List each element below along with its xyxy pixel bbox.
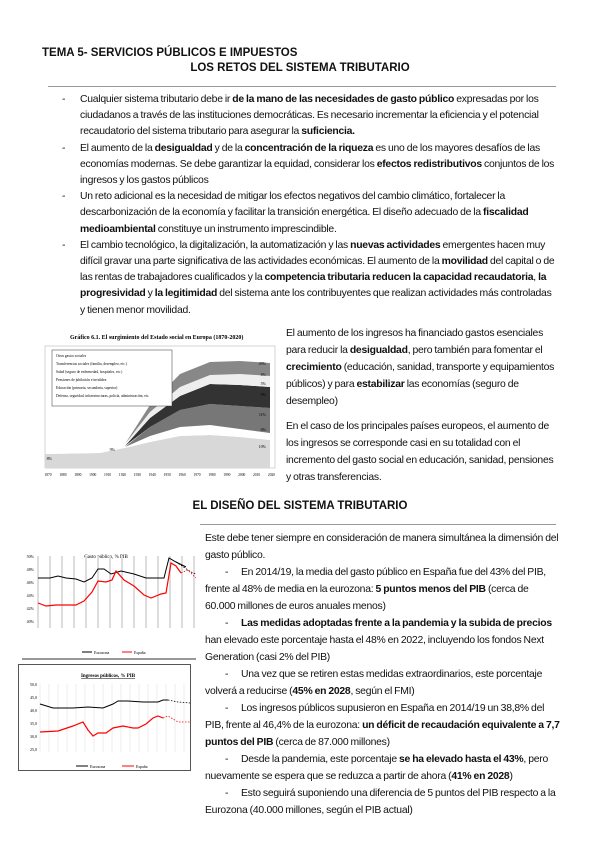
- bullet-dash: -: [62, 94, 66, 105]
- text: El cambio tecnológico, la digitalización, la automatización y las: [80, 239, 351, 251]
- text: , según el FMI): [350, 686, 415, 697]
- text: ): [509, 771, 513, 782]
- bold-text: 45% en 2028: [292, 686, 351, 697]
- chart-label: 40,0: [30, 708, 37, 713]
- chart-label: 2020: [267, 473, 276, 477]
- chart-ingresos-publicos: [18, 664, 192, 772]
- text: del sistema ante los contribuyentes que realizan actividades más controladas y tienen menor movilidad.: [80, 288, 552, 316]
- bullet-item: [62, 92, 558, 141]
- text: En 2014/19, la media del gasto público en España fue del 43% del PIB, frente al 48% de media en la eurozona:: [205, 567, 546, 595]
- chart-label: 1930: [133, 473, 141, 477]
- chart-title: Ingresos públicos, % PIB: [80, 674, 136, 679]
- legend-eurozona: Eurozona: [90, 764, 106, 769]
- chart-label: Defensa, seguridad, infraestructuras, policía, administración, etc.: [56, 394, 150, 398]
- chart-label: 1950: [163, 473, 171, 477]
- chart-label: 1960: [178, 473, 186, 477]
- bullet-dash: -: [225, 788, 229, 799]
- chart-label: 10%: [258, 444, 266, 449]
- chart-label: 30,0: [30, 734, 37, 739]
- bullet-dash: -: [62, 142, 66, 154]
- chart-label: 6%: [260, 372, 266, 377]
- text: constituye un instrumento imprescindible.: [155, 223, 337, 235]
- chart-title: Gasto público, % PIB: [84, 555, 128, 560]
- list-item: [205, 666, 560, 700]
- bold-text: movilidad: [441, 256, 488, 268]
- chart-label: 49%: [258, 361, 266, 366]
- chart-label: 1900: [89, 473, 97, 477]
- text: expresadas por los ciudadanos a través de las instituciones democráticas. Es necesario incrementar la eficiencia y el potencial recaudatorio del sistema tributario para asegurar la: [80, 94, 539, 138]
- chart-label: 25,0: [30, 747, 37, 752]
- text: ,: [533, 272, 539, 284]
- text: , pero también para fomentar el: [407, 345, 543, 356]
- list-item: [205, 700, 560, 751]
- text: El aumento de los ingresos ha financiado gastos esenciales para reducir la: [286, 328, 544, 356]
- chart-label: 1910: [104, 473, 112, 477]
- bullet-item: [62, 189, 558, 238]
- chart-estado-social: [40, 330, 280, 482]
- bold-text: 5 puntos menos del PIB: [375, 584, 486, 595]
- list-item: [205, 564, 560, 615]
- section2-title: EL DISEÑO DEL SISTEMA TRIBUTARIO: [192, 500, 408, 512]
- chart-label: 1940: [148, 473, 156, 477]
- chart-label: 11%: [258, 412, 266, 417]
- section2-text: [205, 530, 560, 819]
- chart-label: 8%: [46, 456, 52, 461]
- chart-label: 42%: [26, 606, 34, 611]
- text: Una vez que se retiren estas medidas extraordinarios, este porcentaje volverá a reducirse (: [205, 669, 543, 697]
- chart-label: Transferencias sociales (familia, desempleo, etc.): [56, 362, 127, 366]
- chart-label: 2010: [253, 473, 261, 477]
- paragraph: [286, 325, 558, 410]
- bold-text: la progresividad: [80, 272, 547, 300]
- bold-text: crecimiento: [286, 362, 342, 373]
- text: , pero nuevamente se espera que se reduzca a partir de ahora (: [205, 754, 548, 782]
- bold-text: estabilizar: [356, 379, 405, 390]
- bold-text: la legitimidad: [154, 288, 218, 300]
- bullet-dash: -: [225, 567, 229, 578]
- chart-label: 50%: [26, 554, 34, 559]
- chart-label: Pensiones de jubilación e invalidez: [56, 378, 107, 382]
- chart-label: Educación (primaria, secundaria, superior): [56, 386, 118, 390]
- chart-label: 1920: [118, 473, 127, 477]
- chart-label: 46%: [26, 580, 34, 585]
- tema-title: TEMA 5- SERVICIOS PÚBLICOS E IMPUESTOS: [42, 47, 298, 59]
- chart-label: 44%: [26, 593, 34, 598]
- text: Un reto adicional es la necesidad de mitigar los efectos negativos del cambio climático, fortalecer la descarbonización de la economía y facilitar la transición energética. El diseño adecuado de la: [80, 191, 505, 219]
- text: (cerca de 87.000 millones): [273, 737, 390, 748]
- chart-label: 1990: [223, 473, 231, 477]
- bold-text: fiscalidad medioambiental: [80, 207, 529, 235]
- chart-label: 9%: [260, 392, 266, 397]
- text: (cerca de 60.000 millones de euros anuales menos): [205, 584, 529, 612]
- text: emergentes hacen muy difícil gravar una parte significativa de las actividades económicas. El aumento de la: [80, 239, 546, 268]
- chart-title: Gráfico 6.1. El surgimiento del Estado social en Europa (1870-2020): [70, 335, 244, 341]
- bold-text: nuevas actividades: [350, 239, 441, 251]
- text: han elevado este porcentaje hasta el 48% en 2022, incluyendo los fondos Next Generation (casi 2% del PIB): [205, 635, 544, 663]
- bullet-dash: -: [225, 669, 229, 680]
- chart-label: 35,0: [30, 721, 37, 726]
- chart-label: 5%: [260, 381, 266, 386]
- chart-label: 6%: [260, 427, 266, 432]
- text: El aumento de la: [80, 142, 155, 154]
- text: las economías (seguro de desempleo): [286, 379, 519, 407]
- chart-label: 48%: [26, 567, 34, 572]
- section1-title: LOS RETOS DEL SISTEMA TRIBUTARIO: [190, 62, 410, 74]
- bold-text: efectos redistributivos: [376, 158, 482, 170]
- bold-text: Las medidas adoptadas frente a la pandemia y la subida de precios: [241, 618, 552, 629]
- chart-label: 40%: [26, 619, 34, 624]
- text: y de la: [212, 142, 245, 154]
- bullet-dash: -: [225, 754, 229, 765]
- bold-text: se ha elevado hasta el 43%: [399, 754, 524, 765]
- section1-bullets: [62, 92, 558, 319]
- chart-label: 1880: [59, 473, 67, 477]
- chart-label: Salud (seguro de enfermedad, hospitales, etc.): [56, 370, 123, 374]
- chart-label: 50,0: [30, 682, 37, 687]
- chart-label: 1890: [74, 473, 82, 477]
- chart-label: 9%: [109, 447, 115, 452]
- chart-label: Otros gastos sociales: [56, 354, 87, 358]
- bullet-item: [62, 141, 558, 190]
- bold-text: suficiencia.: [301, 126, 355, 138]
- legend-espana: España: [136, 764, 148, 769]
- bullet-dash: -: [62, 239, 66, 251]
- bold-text: de la mano de las necesidades de gasto público: [232, 94, 455, 105]
- bullet-item: [62, 238, 558, 319]
- chart-gasto-publico: [16, 548, 196, 660]
- text: es uno de los mayores desafíos de las economías modernas. Se debe garantizar la equidad, considerar los: [80, 142, 540, 170]
- paragraph: [205, 530, 560, 564]
- bold-text: concentración de la riqueza: [244, 142, 374, 154]
- chart-label: 45,0: [30, 695, 37, 700]
- divider: [200, 524, 556, 525]
- divider: [48, 86, 556, 87]
- list-item: [205, 751, 560, 785]
- bullet-dash: -: [225, 618, 229, 629]
- text: (educación, sanidad, transporte y equipamientos públicos) y para: [286, 362, 555, 390]
- text: Esto seguirá suponiendo una diferencia de 5 puntos del PIB respecto a la Eurozona (40.000 millones, según el PIB actual): [205, 788, 556, 816]
- bullet-dash: -: [225, 703, 229, 714]
- bold-text: desigualdad: [349, 345, 408, 356]
- text: Cualquier sistema tributario debe ir: [80, 94, 233, 105]
- text: y: [145, 288, 155, 300]
- text: Desde la pandemia, este porcentaje: [241, 754, 399, 765]
- legend-espana: España: [134, 650, 146, 655]
- chart-label: 1870: [44, 473, 52, 477]
- legend-eurozona: Eurozona: [94, 650, 110, 655]
- bold-text: 41% en 2028: [451, 771, 510, 782]
- bold-text: un déficit de recaudación equivalente a 7,7 puntos del PIB: [205, 720, 560, 748]
- bold-text: competencia tributaria reducen la capacidad recaudatoria: [264, 272, 534, 284]
- list-item: [205, 615, 560, 666]
- text: En el caso de los principales países europeos, el aumento de los ingresos se corresponde casi en su totalidad con el incremento del gasto social en educación, sanidad, pensiones y otras transferencias.: [286, 421, 554, 483]
- text: Este debe tener siempre en consideración de manera simultánea la dimensión del gasto público.: [205, 533, 559, 561]
- list-item: [205, 785, 560, 819]
- text: conjuntos de los ingresos y los gastos públicos: [80, 158, 555, 187]
- paragraph: [286, 418, 558, 486]
- text: Los ingresos públicos supusieron en España en 2014/19 un 38,8% del PIB, frente al 46,4% de la eurozona:: [205, 703, 545, 731]
- chart-label: 1970: [193, 473, 201, 477]
- chart-label: 1980: [208, 473, 216, 477]
- bold-text: desigualdad: [154, 142, 213, 154]
- chart-label: 2000: [238, 473, 246, 477]
- bullet-dash: -: [62, 191, 66, 203]
- text: del capital o de las rentas de trabajadores cualificados y la: [80, 256, 555, 284]
- section1-side-text: [286, 325, 558, 486]
